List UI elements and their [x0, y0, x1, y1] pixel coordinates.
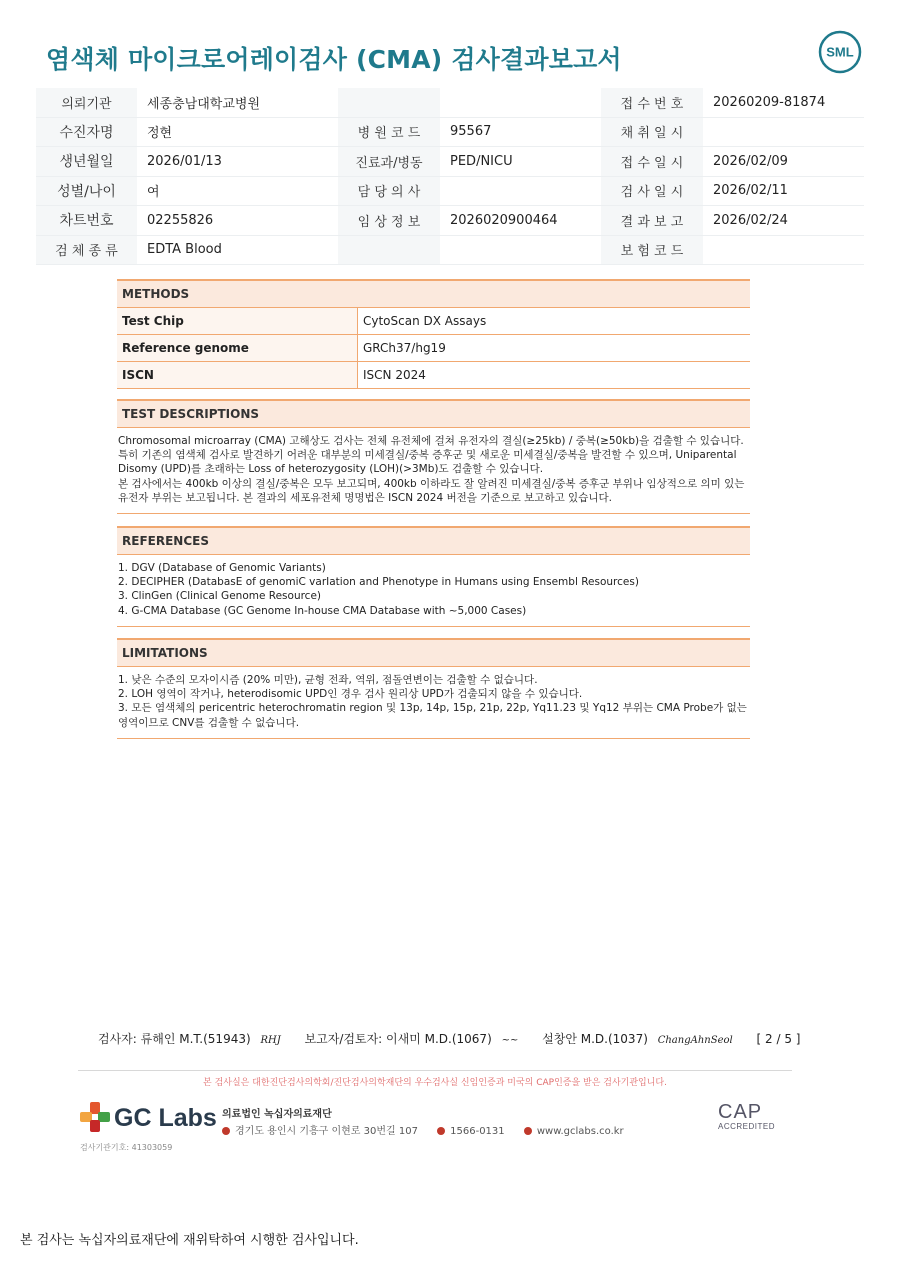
- reviewer-name: 설창안 M.D.(1037): [542, 1032, 648, 1046]
- info-label: 병 원 코 드: [338, 117, 440, 147]
- method-key: Test Chip: [117, 308, 358, 335]
- foundation-name: 의료법인 녹십자의료재단: [222, 1109, 332, 1120]
- info-value: [440, 88, 601, 117]
- cap-text: CAP: [718, 1101, 763, 1123]
- info-label: 접 수 일 시: [601, 147, 703, 177]
- table-row: [117, 335, 750, 362]
- info-row: [36, 206, 864, 236]
- info-value: 세종충남대학교병원: [137, 88, 338, 117]
- phone-text: 1566-0131: [450, 1126, 505, 1137]
- info-label: [338, 235, 440, 265]
- limitation-item: 2. LOH 영역이 작거나, heterodisomic UPD인 경우 검사 원리상 UPD가 검출되지 않을 수 있습니다.: [118, 688, 583, 701]
- page-number: [ 2 / 5 ]: [756, 1032, 801, 1046]
- reviewer-signature: ChangAhnSeol: [657, 1035, 733, 1046]
- gc-labs-brand: GC Labs: [114, 1104, 217, 1132]
- limitations-section: [117, 638, 750, 739]
- phone-icon: [437, 1127, 445, 1135]
- reporter-signature: ~~: [501, 1035, 519, 1046]
- info-value: 2026/02/11: [703, 176, 864, 206]
- info-value: [703, 117, 864, 147]
- limitations-header: LIMITATIONS: [117, 638, 750, 667]
- info-label: 채 취 일 시: [601, 117, 703, 147]
- gc-cross-icon: [80, 1102, 110, 1132]
- info-label: 수진자명: [36, 117, 137, 147]
- address-text: 경기도 용인시 기흥구 이현로 30번길 107: [235, 1126, 418, 1137]
- info-label: 담 당 의 사: [338, 176, 440, 206]
- registration-number: 검사기관기호: 41303059: [80, 1143, 173, 1152]
- reference-item: 3. ClinGen (Clinical Genome Resource): [118, 590, 322, 603]
- methods-section: [117, 279, 750, 389]
- info-value: 정현: [137, 117, 338, 147]
- info-label: 보 험 코 드: [601, 235, 703, 265]
- signature-line: [98, 1030, 806, 1047]
- info-label: 결 과 보 고: [601, 206, 703, 236]
- info-value: 20260209-81874: [703, 88, 864, 117]
- info-value: 02255826: [137, 206, 338, 236]
- info-row: [36, 88, 864, 117]
- info-value: EDTA Blood: [137, 235, 338, 265]
- outsourcing-note: 본 검사는 녹십자의료재단에 재위탁하여 시행한 검사입니다.: [20, 1233, 359, 1248]
- accreditation-notice: 본 검사실은 대한진단검사의학회/진단검사의학재단의 우수검사실 신임인증과 미국의 CAP인증을 받은 검사기관입니다.: [203, 1078, 667, 1088]
- contact-info: [222, 1122, 640, 1137]
- reference-item: 4. G-CMA Database (GC Genome In-house CMA Database with ~5,000 Cases): [118, 604, 527, 617]
- web-icon: [524, 1127, 532, 1135]
- description-line: Chromosomal microarray (CMA) 고해상도 검사는 전체 유전체에 걸쳐 유전자의 결실(≥25kb) / 중복(≥50kb)을 검출할 수 있습니다.: [118, 435, 744, 447]
- info-label: 검 사 일 시: [601, 176, 703, 206]
- info-label: 임 상 정 보: [338, 206, 440, 236]
- info-value: 2026/02/24: [703, 206, 864, 236]
- reference-item: 2. DECIPHER (DatabasE of genomiC varIation and Phenotype in Humans using Ensembl Resources): [118, 576, 639, 589]
- references-header: REFERENCES: [117, 526, 750, 555]
- info-row: [36, 235, 864, 265]
- footer-divider: [78, 1070, 792, 1071]
- info-value: [440, 235, 601, 265]
- info-value: 2026020900464: [440, 206, 601, 236]
- methods-table: [117, 308, 750, 389]
- info-row: [36, 176, 864, 206]
- limitation-item: 1. 낮은 수준의 모자이시즘 (20% 미만), 균형 전좌, 역위, 점돌연변이는 검출할 수 없습니다.: [118, 674, 538, 686]
- limitation-item: 3. 모든 염색체의 pericentric heterochromatin region 및 13p, 14p, 15p, 21p, 22p, Yq11.23 및 Yq12 부위는 CMA Probe가 없는 영역이므로 CNV를 검출할 수 없습니다.: [118, 702, 751, 729]
- method-value: CytoScan DX Assays: [358, 308, 751, 335]
- info-value: 여: [137, 176, 338, 206]
- methods-header: METHODS: [117, 279, 750, 308]
- sml-logo: [818, 30, 862, 74]
- info-value: 2026/01/13: [137, 147, 338, 177]
- info-label: 성별/나이: [36, 176, 137, 206]
- table-row: [117, 308, 750, 335]
- description-line: 본 검사에서는 400kb 이상의 결실/중복은 모두 보고되며, 400kb 이하라도 잘 알려진 미세결실/중복 증후군 부위나 임상적으로 의미 있는 유전자 부위는 보고됩니다. 본 결과의 세포유전체 명명법은 ISCN 2024 버전을 기준으로 보고하고 있습니다.: [118, 477, 748, 504]
- method-key: ISCN: [117, 362, 358, 389]
- cap-accredited-logo: [718, 1102, 775, 1131]
- description-line: 특히 기존의 염색체 검사로 발견하기 어려운 대부분의 미세결실/중복 증후군 및 새로운 미세결실/중복을 발견할 수 있으며, Uniparental Disomy (UPD)를 초래하는 Loss of heterozygosity (LOH)(>3Mb)도 검출할 수 있습니다.: [118, 449, 740, 476]
- info-value: [440, 176, 601, 206]
- info-label: [338, 88, 440, 117]
- reporter-name: 보고자/검토자: 이새미 M.D.(1067): [304, 1032, 492, 1046]
- method-value: ISCN 2024: [358, 362, 751, 389]
- table-row: [117, 362, 750, 389]
- reference-item: 1. DGV (Database of Genomic Variants): [118, 562, 326, 574]
- info-value: PED/NICU: [440, 147, 601, 177]
- tester-signature: RHJ: [260, 1035, 281, 1046]
- info-label: 진료과/병동: [338, 147, 440, 177]
- location-icon: [222, 1127, 230, 1135]
- info-value: 2026/02/09: [703, 147, 864, 177]
- test-descriptions-section: [117, 399, 750, 514]
- info-value: [703, 235, 864, 265]
- test-descriptions-header: TEST DESCRIPTIONS: [117, 399, 750, 428]
- cap-accredited-text: ACCREDITED: [718, 1122, 776, 1131]
- method-value: GRCh37/hg19: [358, 335, 751, 362]
- info-label: 차트번호: [36, 206, 137, 236]
- report-title: 염색체 마이크로어레이검사 (CMA) 검사결과보고서: [46, 45, 622, 74]
- info-value: 95567: [440, 117, 601, 147]
- info-label: 의뢰기관: [36, 88, 137, 117]
- info-row: [36, 147, 864, 177]
- logo-text: SML: [826, 44, 854, 60]
- tester-name: 검사자: 류해인 M.T.(51943): [98, 1032, 251, 1046]
- info-label: 검 체 종 류: [36, 235, 137, 265]
- references-section: [117, 526, 750, 627]
- method-key: Reference genome: [117, 335, 358, 362]
- info-row: [36, 117, 864, 147]
- info-label: 접 수 번 호: [601, 88, 703, 117]
- web-link[interactable]: www.gclabs.co.kr: [536, 1126, 624, 1137]
- info-label: 생년월일: [36, 147, 137, 177]
- patient-info-table: [36, 88, 864, 265]
